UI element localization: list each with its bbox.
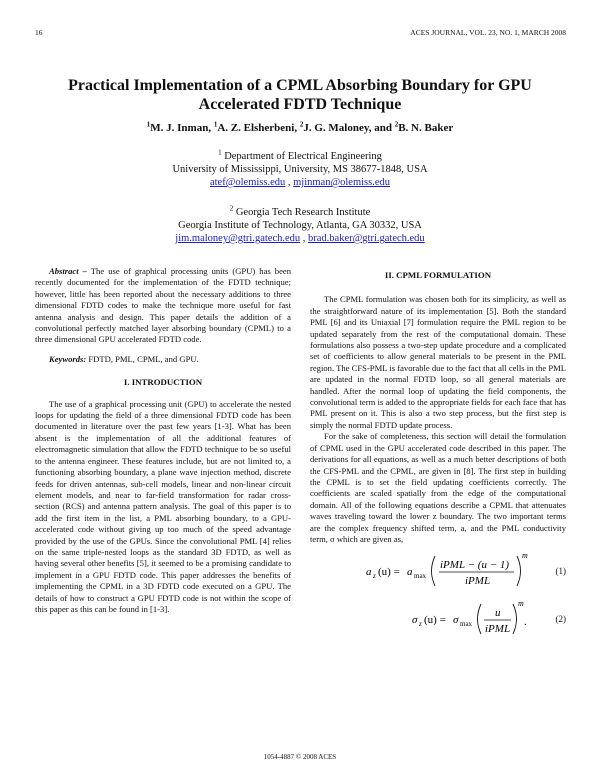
abstract: Abstract – The use of graphical processing units (GPU) has been recently documented for the implementation of the FDTD technique; however, little has been reported about the necessary additions to three dimensional FDTD codes to make the technique more useful for fast antenna analysis and design. This paper details the addition of a convolutional perfectly matched layer absorbing boundary (CPML) to a three dimensional GPU accelerated FDTD code. — [35, 266, 291, 345]
svg-text:iPML: iPML — [485, 623, 511, 636]
equation-1 — [310, 549, 566, 593]
svg-text:a: a — [407, 566, 413, 579]
svg-text:a: a — [366, 566, 372, 579]
email-link[interactable]: mjinman@olemiss.edu — [293, 177, 391, 188]
equation-2 — [310, 597, 566, 641]
svg-text:z: z — [419, 620, 422, 629]
equation-1-formula — [362, 549, 532, 593]
journal-header: ACES JOURNAL, VOL. 23, NO. 1, MARCH 2008 — [410, 28, 566, 37]
email-link[interactable]: atef@olemiss.edu — [209, 177, 286, 188]
author-list — [40, 122, 560, 134]
author: $^2$J. G. Maloney, and — [299, 120, 395, 134]
svg-text:z: z — [373, 572, 376, 581]
paper-title: Practical Implementation of a CPML Absorbing Boundary for GPU Accelerated FDTD Technique — [68, 77, 532, 113]
left-column — [35, 266, 291, 615]
equation-number: (1) — [555, 565, 566, 576]
equation-2-formula — [372, 597, 532, 641]
svg-text:iPML: iPML — [465, 575, 491, 588]
svg-text:(u) =: (u) = — [378, 566, 400, 579]
author: $^1$M. J. Inman, — [146, 120, 214, 134]
svg-text:σ: σ — [453, 614, 459, 627]
email-link[interactable]: jim.maloney@gtri.gatech.edu — [175, 233, 301, 244]
svg-text:m: m — [522, 551, 528, 561]
affiliation-1: $^1$ Department of Electrical Engineering University of Mississippi, University, MS 38677-1848, USA atef@olemiss.edu , mjinman@olemiss.edu — [172, 148, 428, 188]
affiliation-2: $^2$ Georgia Tech Research Institute Georgia Institute of Technology, Atlanta, GA 30332, USA jim.maloney@gtri.gatech.edu , brad.baker@gtri.gatech.edu — [175, 204, 425, 244]
intro-paragraph: The use of a graphical processing unit (GPU) to accelerate the nested loops for updating the field of a three dimensional FDTD code has been documented in literature over the past few years [1-3]. What has been absent is the implementation of all the additional features of electromagnetic simulation that allow the FDTD technique to be so useful to the antenna engineer. These features include, but are not limited to, a functioning absorbing boundary, a plane wave injection method, discrete feeds for driven antennas, sub-cell models, linear and non-linear circuit element models, and near to far-field transformation for radar cross-section (RCS) and antenna pattern analysis. The goal of this paper is to add the first item in the list, a PML absorbing boundary, to a GPU-accelerated code without giving up too much of the speed advantage provided by the use of the GPUs. Since the convolutional PML [4] relies on the same triple-nested loops as the standard 3D FDTD, as well as having several other benefits [5], it seemed to be a promising candidate to implement in a GPU FDTD code. This paper addresses the benefits of implementing the CPML in a 3D FDTD code executed on a GPU. The details of how to construct a GPU FDTD code is not within the scope of this paper as this can be found in [1-3]. — [35, 398, 291, 614]
page-number: 16 — [35, 28, 43, 37]
author: $^2$B. N. Baker — [394, 120, 454, 134]
right-column — [310, 266, 566, 645]
svg-text:u: u — [495, 607, 501, 620]
equation-number: (2) — [555, 613, 566, 624]
svg-text:m: m — [518, 599, 524, 609]
svg-text:σ: σ — [412, 614, 418, 627]
svg-text:max: max — [414, 572, 427, 581]
svg-text:max: max — [460, 620, 473, 629]
svg-text:iPML − (u − 1): iPML − (u − 1) — [440, 559, 510, 572]
keywords: Keywords: FDTD, PML, CPML, and GPU. — [49, 353, 199, 364]
svg-text:(u) =: (u) = — [424, 614, 446, 627]
copyright-footer: 1054-4887 © 2008 ACES — [263, 753, 337, 761]
email-link[interactable]: brad.baker@gtri.gatech.edu — [308, 233, 425, 244]
cpml-paragraph-2: For the sake of completeness, this section will detail the formulation of CPML used in the GPU accelerated code described in this paper. The derivations for all equations, as well as a much better descriptions of both the CFS-PML and the CPML, are given in [8]. The first step in building the CPML is to set the field updating coefficients correctly. The coefficients are scaled spatially from the edge of the computational domain. All of the following equations describe a CPML that attenuates waves traveling toward the lower z boundary. The two important terms are the complex frequency shifted term, a, and the PML conductivity term, σ which are given as, — [310, 431, 566, 544]
section-heading-introduction: I. INTRODUCTION — [123, 377, 203, 388]
cpml-paragraph-1: The CPML formulation was chosen both for its simplicity, as well as the straightforward nature of its implementation [5]. Both the standard PML [6] and its Uniaxial [7] formulation require the PML region to be updated separately from the rest of the computational domain. These formulations also possess a two-step update procedure and a complicated set of coefficients to allow general materials to be present in the PML region. The CFS-PML is favorable due to the fact that all cells in the PML are updated in the normal FDTD loop, so all general materials are handled. After the normal loop of updating the field components, the convolutional term is added to the appropriate fields for each face that has PML present on it. This is also a two step process, but the first step is simply the normal FDTD update process. — [310, 294, 566, 430]
svg-text:.: . — [524, 616, 527, 629]
author: $^1$A. Z. Elsherbeni, — [213, 120, 300, 134]
section-heading-cpml: II. CPML FORMULATION — [384, 270, 492, 280]
